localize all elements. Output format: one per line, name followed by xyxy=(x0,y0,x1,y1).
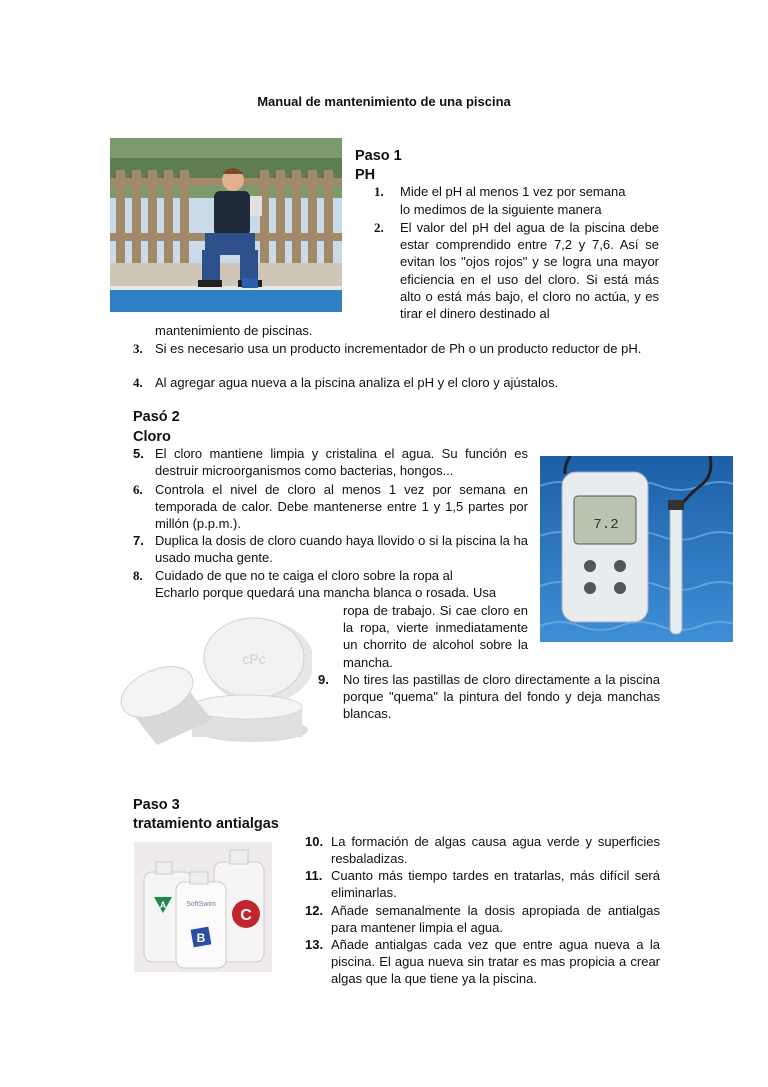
tablet-mark: cPc xyxy=(242,651,266,667)
paso2-subheading: Cloro xyxy=(133,429,171,445)
list-item-7 xyxy=(133,532,528,566)
item-number: 13. xyxy=(305,937,324,952)
list-item-12 xyxy=(305,902,660,936)
bottle-letter: C xyxy=(240,907,252,924)
item-text: Cuanto más tiempo tardes en tratarlas, más difícil será eliminarlas. xyxy=(331,868,660,901)
item-text: Duplica la dosis de cloro cuando haya llovido o si la piscina la ha usado mucha gente. xyxy=(155,533,528,566)
list-item-8 xyxy=(133,567,528,601)
item-text: Añade semanalmente la dosis apropiada de antialgas para mantener limpia el agua. xyxy=(331,903,660,936)
item-text: La formación de algas causa agua verde y superficies resbaladizas. xyxy=(331,834,660,867)
item-number: 7. xyxy=(133,533,144,548)
list-item-5 xyxy=(133,445,528,479)
item-2-continuation: mantenimiento de piscinas. xyxy=(155,323,313,338)
bottle-letter: B xyxy=(196,931,206,945)
list-item-13 xyxy=(305,936,660,988)
bottle-letter: A xyxy=(159,900,167,910)
item-number: 5. xyxy=(133,446,144,461)
list-item-6 xyxy=(133,481,528,533)
paso2-heading: Pasó 2 xyxy=(133,409,180,425)
item-number: 10. xyxy=(305,834,324,849)
paso3-heading: Paso 3 xyxy=(133,797,180,813)
antialgae-bottles-photo xyxy=(134,842,272,972)
list-item-4 xyxy=(133,374,660,391)
ph-meter-photo xyxy=(540,456,733,642)
paso1-heading: Paso 1 xyxy=(355,148,402,164)
item-8-continuation: ropa de trabajo. Si cae cloro en la ropa, vierte inmediatamente un chorrito de alcohol sobre la mancha. xyxy=(343,603,528,670)
item-text: El cloro mantiene limpia y cristalina el agua. Su función es destruir microorganismos como bacterias, hongos... xyxy=(155,446,528,479)
pool-testing-photo xyxy=(110,138,342,312)
item-text: Si es necesario usa un producto incrementador de Ph o un producto reductor de pH. xyxy=(155,341,642,356)
item-text-line: Mide el pH al menos 1 vez por semana xyxy=(400,184,626,199)
chlorine-tablets-photo xyxy=(112,612,312,752)
item-number: 9. xyxy=(318,672,329,687)
item-text-line: Cuidado de que no te caiga el cloro sobre la ropa al xyxy=(155,568,453,583)
item-number: 11. xyxy=(305,868,323,883)
list-item-9 xyxy=(318,671,660,723)
item-text: No tires las pastillas de cloro directamente a la piscina porque "quema" la pintura del fondo y deja manchas blancas. xyxy=(343,672,660,722)
bottle-brand: SoftSwim xyxy=(186,901,216,908)
list-item-2 xyxy=(374,219,660,322)
item-number: 2. xyxy=(374,220,384,235)
item-text-line: lo medimos de la siguiente manera xyxy=(400,202,602,217)
item-number: 1. xyxy=(374,184,384,199)
list-item-10 xyxy=(305,833,660,867)
item-number: 4. xyxy=(133,375,143,390)
svg-text:7.2: 7.2 xyxy=(593,517,619,533)
list-item-3 xyxy=(133,340,660,357)
item-number: 3. xyxy=(133,341,143,356)
page-title: Manual de mantenimiento de una piscina xyxy=(257,94,511,109)
item-text: Añade antialgas cada vez que entre agua nueva a la piscina. El agua nueva sin tratar es mas propicia a crear algas que la que tiene ya la piscina. xyxy=(331,937,660,987)
item-number: 12. xyxy=(305,903,324,918)
item-text: Al agregar agua nueva a la piscina analiza el pH y el cloro y ajústalos. xyxy=(155,375,559,390)
paso1-subheading: PH xyxy=(355,167,376,183)
item-text: El valor del pH del agua de la piscina debe estar comprendido entre 7,2 y 7,6. Así se evitan los "ojos rojos" y se logra una mayor eficiencia en el uso del cloro. Si está más alto o está más bajo, el cloro no actúa, y es tirar el dinero destinado al xyxy=(400,220,659,322)
item-text-line: Echarlo porque quedará una mancha blanca o rosada. Usa xyxy=(155,585,497,601)
item-number: 8. xyxy=(133,568,143,583)
paso3-subheading: tratamiento antialgas xyxy=(133,816,279,832)
list-item-11 xyxy=(305,867,660,901)
item-number: 6. xyxy=(133,482,143,497)
item-text: Controla el nivel de cloro al menos 1 vez por semana en temporada de calor. Debe mantenerse entre 1 y 1,5 partes por millón (p.p.m.). xyxy=(155,482,528,532)
